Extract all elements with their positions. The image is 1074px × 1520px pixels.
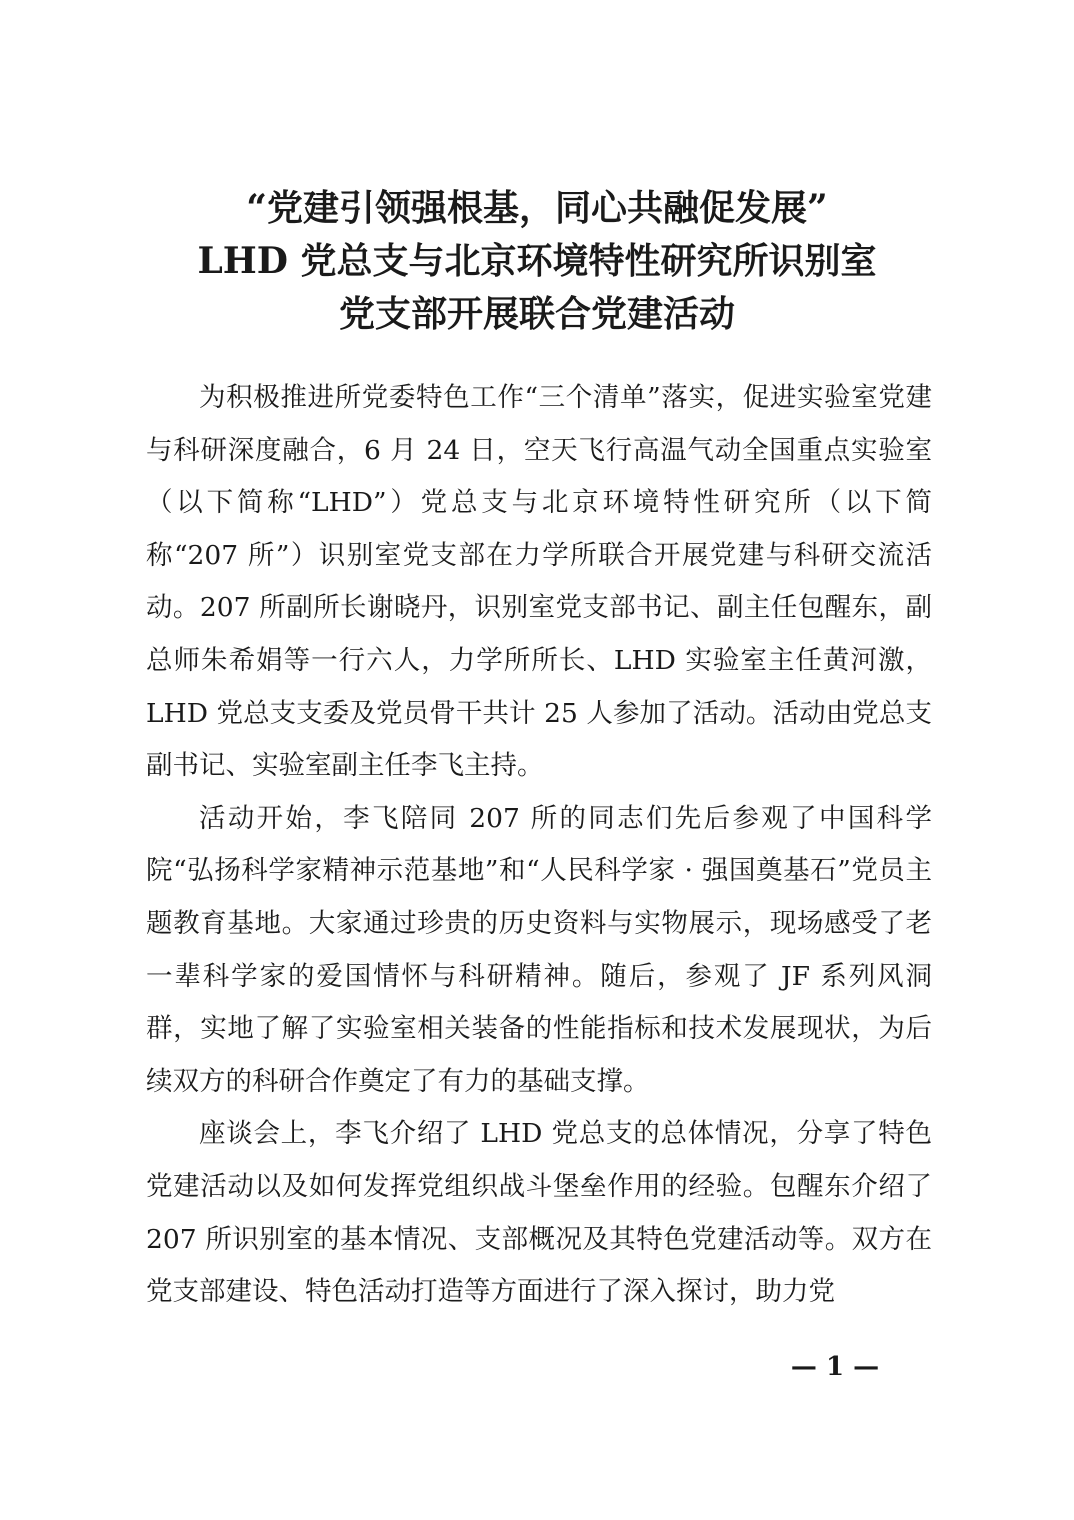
paragraph-2: 活动开始，李飞陪同 207 所的同志们先后参观了中国科学院“弘扬科学家精神示范基地”和“人民科学家 · 强国奠基石”党员主题教育基地。大家通过珍贵的历史资料与实物展示，现场感受了老一辈科学家的爱国情怀与科研精神。随后，参观了 JF 系列风洞群，实地了解了实验室相关装备的性能指标和技术发展现状，为后续双方的科研合作奠定了有力的基础支撑。 [146,802,932,1097]
title-line-1: “党建引领强根基，同心共融促发展” [246,187,828,229]
paragraph-3: 座谈会上，李飞介绍了 LHD 党总支的总体情况，分享了特色党建活动以及如何发挥党组织战斗堡垒作用的经验。包醒东介绍了 207 所识别室的基本情况、支部概况及其特色党建活动等。双方在党支部建设、特色活动打造等方面进行了深入探讨，助力党 [146,1118,932,1308]
page-number: — 1 — [790,1352,880,1382]
document-body [146,372,932,1319]
document-title [120,182,954,341]
title-line-3: 党支部开展联合党建活动 [338,293,735,335]
paragraph-1: 为积极推进所党委特色工作“三个清单”落实，促进实验室党建与科研深度融合，6 月 24 日，空天飞行高温气动全国重点实验室（以下简称“LHD”）党总支与北京环境特性研究所（以下简称“207 所”）识别室党支部在力学所联合开展党建与科研交流活动。207 所副所长谢晓丹，识别室党支部书记、副主任包醒东，副总师朱希娟等一行六人，力学所所长、LHD 实验室主任黄河激，LHD 党总支支委及党员骨干共计 25 人参加了活动。活动由党总支副书记、实验室副主任李飞主持。 [146,382,932,782]
title-line-2: LHD 党总支与北京环境特性研究所识别室 [197,240,877,282]
